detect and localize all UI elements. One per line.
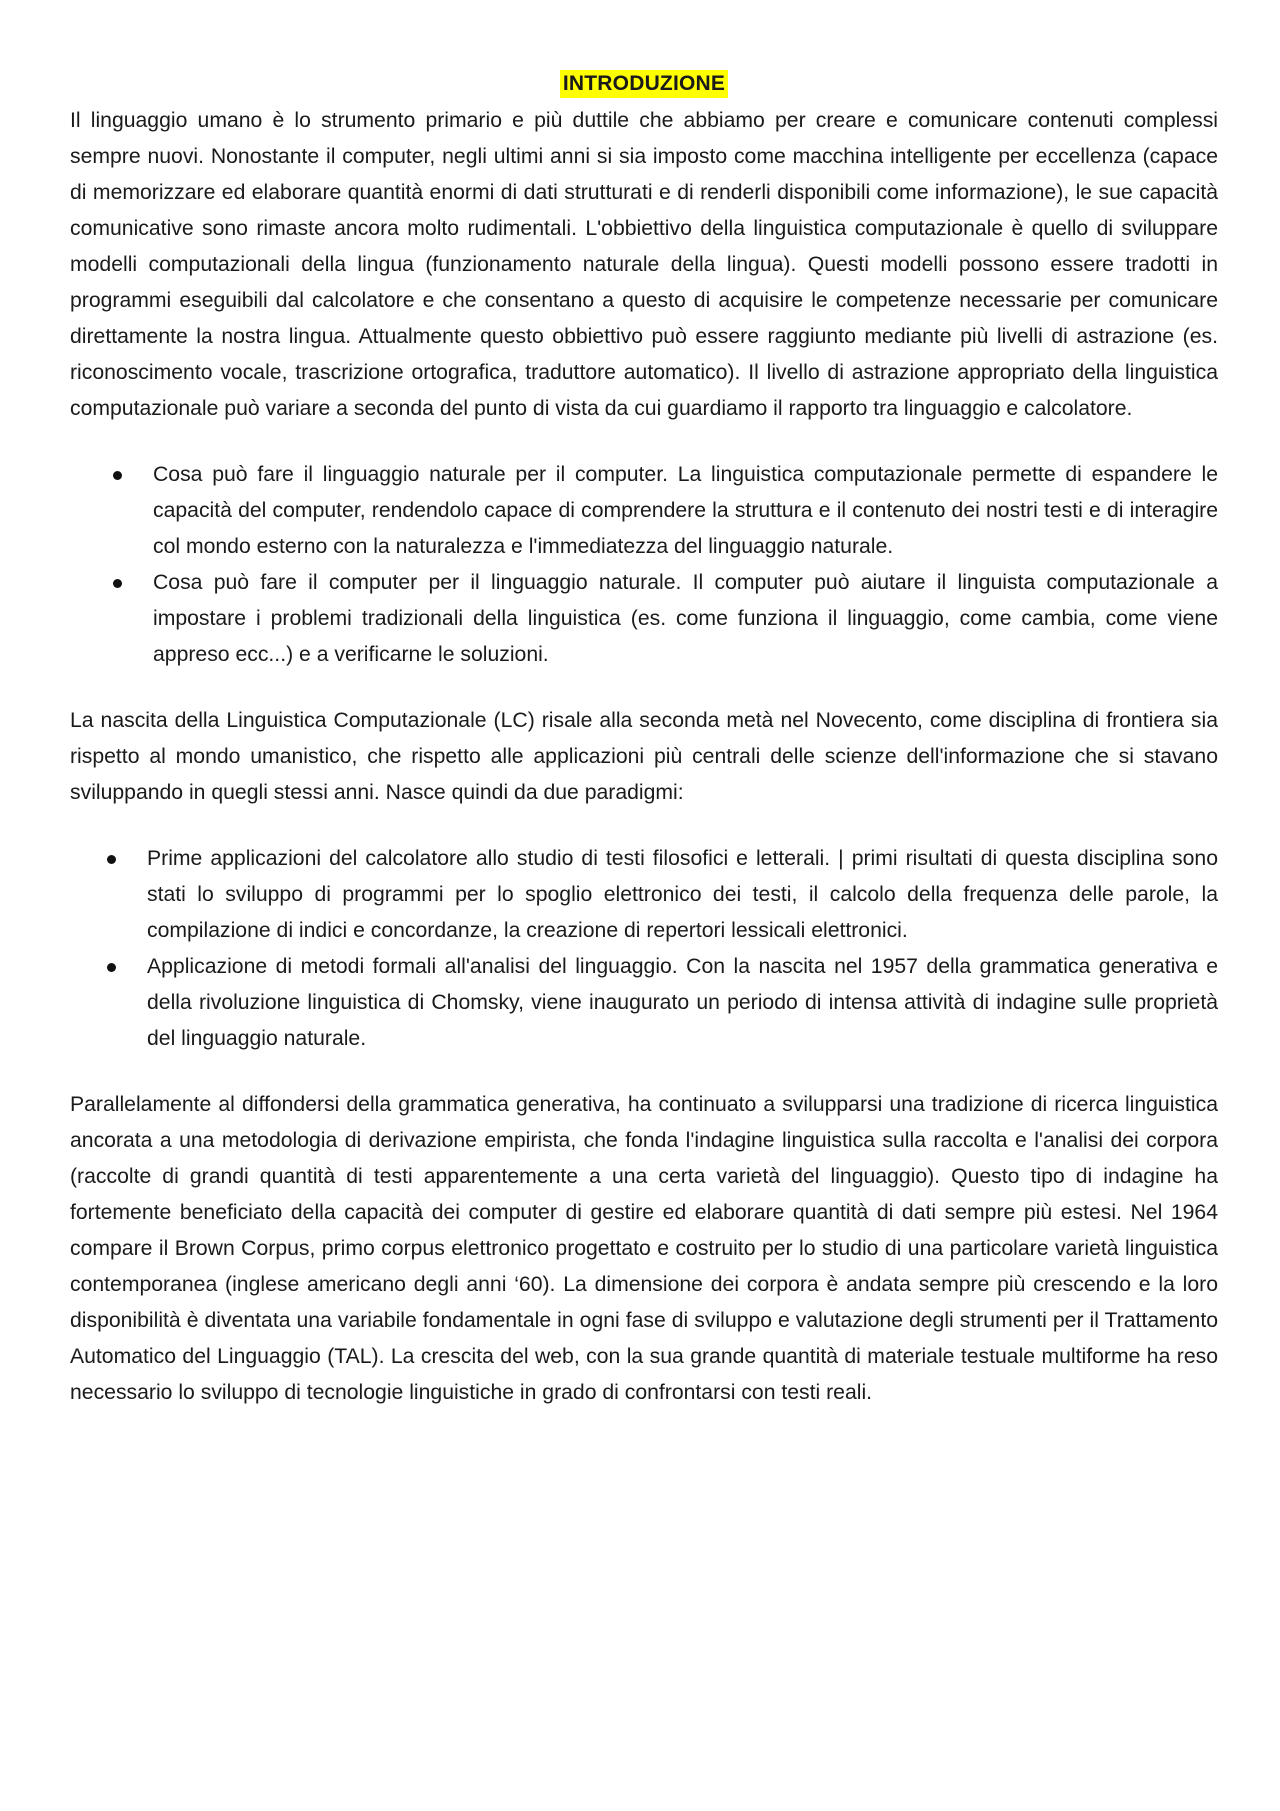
bullet-icon xyxy=(113,471,122,480)
page-title: INTRODUZIONE xyxy=(560,70,728,98)
list-item xyxy=(70,949,1218,1057)
bullet-list-2 xyxy=(70,841,1218,1057)
title-row xyxy=(70,70,1218,101)
corpora-paragraph: Parallelamente al diffondersi della grammatica generativa, ha continuato a svilupparsi una tradizione di ricerca linguistica ancorata a una metodologia di derivazione empirista, che fonda l'indagine linguistica sulla raccolta e l'analisi dei corpora (raccolte di grandi quantità di testi apparentemente a una certa varietà del linguaggio). Questo tipo di indagine ha fortemente beneficiato della capacità dei computer di gestire ed elaborare quantità di dati sempre più estesi. Nel 1964 compare il Brown Corpus, primo corpus elettronico progettato e costruito per lo studio di una particolare varietà linguistica contemporanea (inglese americano degli anni ‘60). La dimensione dei corpora è andata sempre più crescendo e la loro disponibilità è diventata una variabile fondamentale in ogni fase di sviluppo e valutazione degli strumenti per il Trattamento Automatico del Linguaggio (TAL). La crescita del web, con la sua grande quantità di materiale testuale multiforme ha reso necessario lo sviluppo di tecnologie linguistiche in grado di confrontarsi con testi reali. xyxy=(70,1093,1218,1404)
list-item-text: Applicazione di metodi formali all'analisi del linguaggio. Con la nascita nel 1957 della grammatica generativa e della rivoluzione linguistica di Chomsky, viene inaugurato un periodo di intensa attività di indagine sulle proprietà del linguaggio naturale. xyxy=(147,955,1218,1050)
bullet-icon xyxy=(107,855,116,864)
list-item xyxy=(70,565,1218,673)
bullet-list-1 xyxy=(70,457,1218,673)
bullet-icon xyxy=(113,579,122,588)
list-item xyxy=(70,457,1218,565)
list-item-text: Cosa può fare il linguaggio naturale per il computer. La linguistica computazionale permette di espandere le capacità del computer, rendendolo capace di comprendere la struttura e il contenuto dei nostri testi e di interagire col mondo esterno con la naturalezza e l'immediatezza del linguaggio naturale. xyxy=(153,463,1218,558)
list-item xyxy=(70,841,1218,949)
list-item-text: Prime applicazioni del calcolatore allo studio di testi filosofici e letterali. | primi risultati di questa disciplina sono stati lo sviluppo di programmi per lo spoglio elettronico dei testi, il calcolo della frequenza delle parole, la compilazione di indici e concordanze, la creazione di repertori lessicali elettronici. xyxy=(147,847,1218,942)
origin-paragraph: La nascita della Linguistica Computazionale (LC) risale alla seconda metà nel Novecento, come disciplina di frontiera sia rispetto al mondo umanistico, che rispetto alle applicazioni più centrali delle scienze dell'informazione che si stavano sviluppando in quegli stessi anni. Nasce quindi da due paradigmi: xyxy=(70,709,1218,804)
intro-paragraph: Il linguaggio umano è lo strumento primario e più duttile che abbiamo per creare e comunicare contenuti complessi sempre nuovi. Nonostante il computer, negli ultimi anni si sia imposto come macchina intelligente per eccellenza (capace di memorizzare ed elaborare quantità enormi di dati strutturati e di renderli disponibili come informazione), le sue capacità comunicative sono rimaste ancora molto rudimentali. L'obbiettivo della linguistica computazionale è quello di sviluppare modelli computazionali della lingua (funzionamento naturale della lingua). Questi modelli possono essere tradotti in programmi eseguibili dal calcolatore e che consentano a questo di acquisire le competenze necessarie per comunicare direttamente la nostra lingua. Attualmente questo obbiettivo può essere raggiunto mediante più livelli di astrazione (es. riconoscimento vocale, trascrizione ortografica, traduttore automatico). Il livello di astrazione appropriato della linguistica computazionale può variare a seconda del punto di vista da cui guardiamo il rapporto tra linguaggio e calcolatore. xyxy=(70,109,1218,420)
list-item-text: Cosa può fare il computer per il linguaggio naturale. Il computer può aiutare il linguista computazionale a impostare i problemi tradizionali della linguistica (es. come funziona il linguaggio, come cambia, come viene appreso ecc...) e a verificarne le soluzioni. xyxy=(153,571,1218,666)
document-page xyxy=(70,70,1218,1441)
bullet-icon xyxy=(107,963,116,972)
